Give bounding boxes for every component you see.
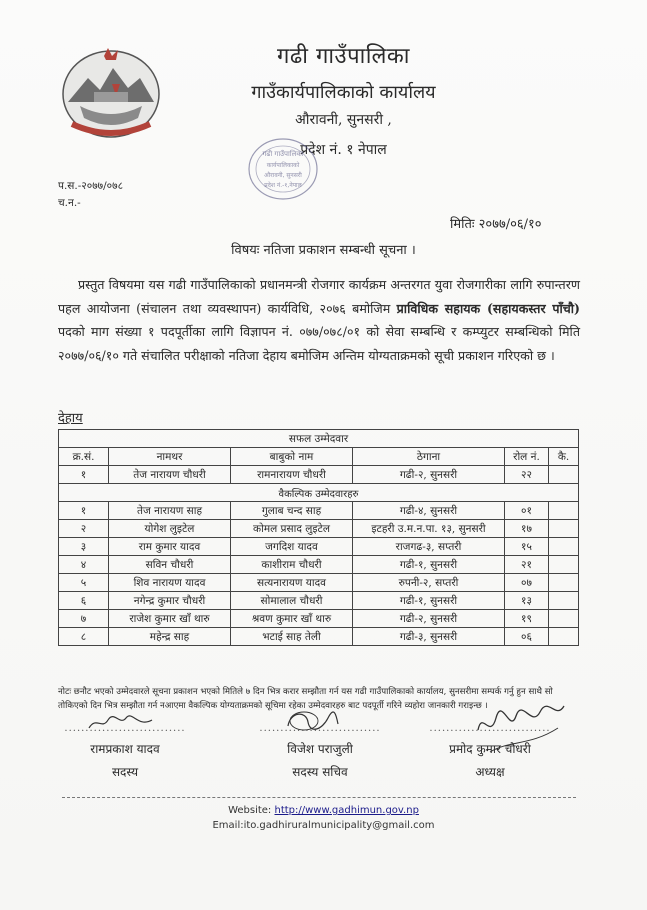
table-header-row xyxy=(59,448,579,466)
note-text: नोटः छनौट भएको उम्मेदवारले सूचना प्रकाशन भएको मितिले ७ दिन भित्र करार सम्झौता गर्न यस गढी गाउँपालिकाको कार्यालय, सुनसरीमा सम्पर्क गर्नु हुन साथै सो तोकिएको दिन भित्र सम्झौता गर्न नआएमा वैकल्पिक योग्यताक्रमको सूचिमा रहेका उम्मेदवारहरु बाट पदपूर्ती गरिने व्यहोरा जानकारी गराइन्छ । xyxy=(58,687,553,711)
cell-remark xyxy=(549,502,579,520)
body-text-part-1: प्रस्तुत विषयमा यस गढी गाउँपालिकाको प्रधानमन्त्री रोजगार कार्यक्रम अन्तरगत युवा रोजगारीका लागि रुपान्तरण पहल आयोजना (संचालन तथा व्यवस्थापन) कार्यविधि, २०७६ बमोजिम xyxy=(58,277,580,316)
letter-subject: विषयः नतिजा प्रकाशन सम्बन्धी सूचना । xyxy=(231,243,416,258)
cell-address: रुपनी-२, सप्तरी xyxy=(353,574,505,592)
cell-name: राम कुमार यादव xyxy=(109,538,231,556)
cell-sn: ६ xyxy=(59,592,109,610)
dispatch-number: च.न.- xyxy=(58,197,81,209)
letter-number: प.स.-२०७७/०७८ xyxy=(58,180,124,192)
cell-father: सोमालाल चौधरी xyxy=(231,592,353,610)
cell-address: गढी-१, सुनसरी xyxy=(353,592,505,610)
table-row xyxy=(59,556,579,574)
signature-line: ............................. xyxy=(64,723,186,734)
office-stamp xyxy=(246,136,320,202)
cell-roll: ०६ xyxy=(505,628,549,646)
cell-name: तेज नारायण साह xyxy=(109,502,231,520)
signatory-member xyxy=(60,723,190,780)
cell-remark xyxy=(549,592,579,610)
cell-sn: ४ xyxy=(59,556,109,574)
cell-remark xyxy=(549,610,579,628)
svg-text:प्रदेश नं.-१,नेपाल: प्रदेश नं.-१,नेपाल xyxy=(264,182,302,189)
reference-block xyxy=(58,178,123,212)
cell-father: रामनारायण चौधरी xyxy=(231,466,353,484)
cell-address: गढी-२, सुनसरी xyxy=(353,610,505,628)
cell-name: तेज नारायण चौधरी xyxy=(109,466,231,484)
section-heading-dehaya: देहाय xyxy=(58,411,83,426)
cell-roll: २२ xyxy=(505,466,549,484)
cell-sn: २ xyxy=(59,520,109,538)
table-row xyxy=(59,610,579,628)
cell-remark xyxy=(549,574,579,592)
cell-name: राजेश कुमार खाँ थारु xyxy=(109,610,231,628)
cell-father: जगदिश यादव xyxy=(231,538,353,556)
cell-father: काशीराम चौधरी xyxy=(231,556,353,574)
table-row xyxy=(59,502,579,520)
cell-sn: ३ xyxy=(59,538,109,556)
post-title: प्राविधिक सहायक (सहायकस्तर पाँचौ) xyxy=(396,300,580,316)
cell-sn: ७ xyxy=(59,610,109,628)
cell-remark xyxy=(549,520,579,538)
cell-sn: ८ xyxy=(59,628,109,646)
cell-remark xyxy=(549,628,579,646)
cell-name: शिव नारायण यादव xyxy=(109,574,231,592)
office-name: गाउँकार्यपालिकाको कार्यालय xyxy=(251,82,436,103)
cell-remark xyxy=(549,466,579,484)
table-title-row xyxy=(59,430,579,448)
footer-divider xyxy=(62,797,576,798)
table-row xyxy=(59,592,579,610)
signatory-name: प्रमोद कुमार चौधरी xyxy=(449,742,531,756)
cell-roll: १३ xyxy=(505,592,549,610)
column-header: रोल नं. xyxy=(505,448,549,466)
cell-father: भटाई साह तेली xyxy=(231,628,353,646)
successful-candidates-title: सफल उम्मेदवार xyxy=(59,430,579,448)
cell-address: गढी-३, सुनसरी xyxy=(353,628,505,646)
svg-text:औरावनी, सुनसरी: औरावनी, सुनसरी xyxy=(264,172,302,179)
signature-line: ............................. xyxy=(259,723,381,734)
table-row xyxy=(59,520,579,538)
cell-father: गुलाब चन्द साह xyxy=(231,502,353,520)
cell-sn: १ xyxy=(59,466,109,484)
signatory-chair xyxy=(425,723,555,780)
cell-name: योगेश लुइटेल xyxy=(109,520,231,538)
email-label: Email: xyxy=(212,820,244,831)
table-subtitle-row xyxy=(59,484,579,502)
cell-father: कोमल प्रसाद लुइटेल xyxy=(231,520,353,538)
website-label: Website: xyxy=(228,805,272,816)
cell-roll: ०७ xyxy=(505,574,549,592)
cell-sn: १ xyxy=(59,502,109,520)
alternate-candidates-title: वैकल्पिक उम्मेदवारहरु xyxy=(59,484,579,502)
cell-father: श्रवण कुमार खाँ थारु xyxy=(231,610,353,628)
footer-contact xyxy=(0,803,647,833)
website-link[interactable]: http://www.gadhimun.gov.np xyxy=(274,805,419,816)
results-table xyxy=(58,429,579,646)
column-header: नामथर xyxy=(109,448,231,466)
signature-line: ............................. xyxy=(429,723,551,734)
cell-address: इटहरी उ.म.न.पा. १३, सुनसरी xyxy=(353,520,505,538)
letter-date: मितिः २०७७/०६/१० xyxy=(450,217,542,232)
cell-address: गढी-२, सुनसरी xyxy=(353,466,505,484)
cell-father: सत्यनारायण यादव xyxy=(231,574,353,592)
signatory-role: सदस्य xyxy=(111,765,139,779)
table-row xyxy=(59,538,579,556)
table-row xyxy=(59,574,579,592)
signatory-name: रामप्रकाश यादव xyxy=(90,742,160,756)
cell-roll: ०१ xyxy=(505,502,549,520)
cell-name: नगेन्द्र कुमार चौधरी xyxy=(109,592,231,610)
svg-text:कार्यपालिकाको: कार्यपालिकाको xyxy=(266,162,300,169)
cell-sn: ५ xyxy=(59,574,109,592)
table-row xyxy=(59,628,579,646)
cell-roll: १९ xyxy=(505,610,549,628)
municipality-name: गढी गाउँपालिका xyxy=(276,44,410,69)
column-header: क्र.सं. xyxy=(59,448,109,466)
cell-address: गढी-१, सुनसरी xyxy=(353,556,505,574)
column-header: बाबुको नाम xyxy=(231,448,353,466)
signatory-name: विजेश पराजुली xyxy=(287,742,353,756)
address-line-2: प्रदेश नं. १ नेपाल xyxy=(300,142,387,158)
cell-address: राजगढ-३, सप्तरी xyxy=(353,538,505,556)
cell-roll: १५ xyxy=(505,538,549,556)
signatory-role: अध्यक्ष xyxy=(475,765,505,779)
cell-remark xyxy=(549,556,579,574)
address-line-1: औरावनी, सुनसरी , xyxy=(295,112,392,128)
signatory-role: सदस्य सचिव xyxy=(292,765,348,779)
column-header: ठेगाना xyxy=(353,448,505,466)
cell-remark xyxy=(549,538,579,556)
body-paragraph xyxy=(58,273,580,367)
cell-roll: २१ xyxy=(505,556,549,574)
cell-roll: १७ xyxy=(505,520,549,538)
email-address[interactable]: ito.gadhiruralmunicipality@gmail.com xyxy=(243,820,435,831)
cell-name: महेन्द्र साह xyxy=(109,628,231,646)
signatory-member-secretary xyxy=(250,723,390,780)
cell-address: गढी-४, सुनसरी xyxy=(353,502,505,520)
table-row xyxy=(59,466,579,484)
body-text-part-2: पदको माग संख्या १ पदपूर्तीका लागि विज्ञापन नं. ०७७/०७८/०१ को सेवा सम्बन्धि र कम्प्युटर सम्बन्धिको मिति २०७७/०६/१० गते संचालित परीक्षाको नतिजा देहाय बमोजिम अन्तिम योग्यताक्रमको सूची प्रकाशन गरिएको छ । xyxy=(58,324,580,363)
column-header: कै. xyxy=(549,448,579,466)
svg-text:गढी गाउँपालिका: गढी गाउँपालिका xyxy=(262,150,304,158)
cell-name: सविन चौधरी xyxy=(109,556,231,574)
